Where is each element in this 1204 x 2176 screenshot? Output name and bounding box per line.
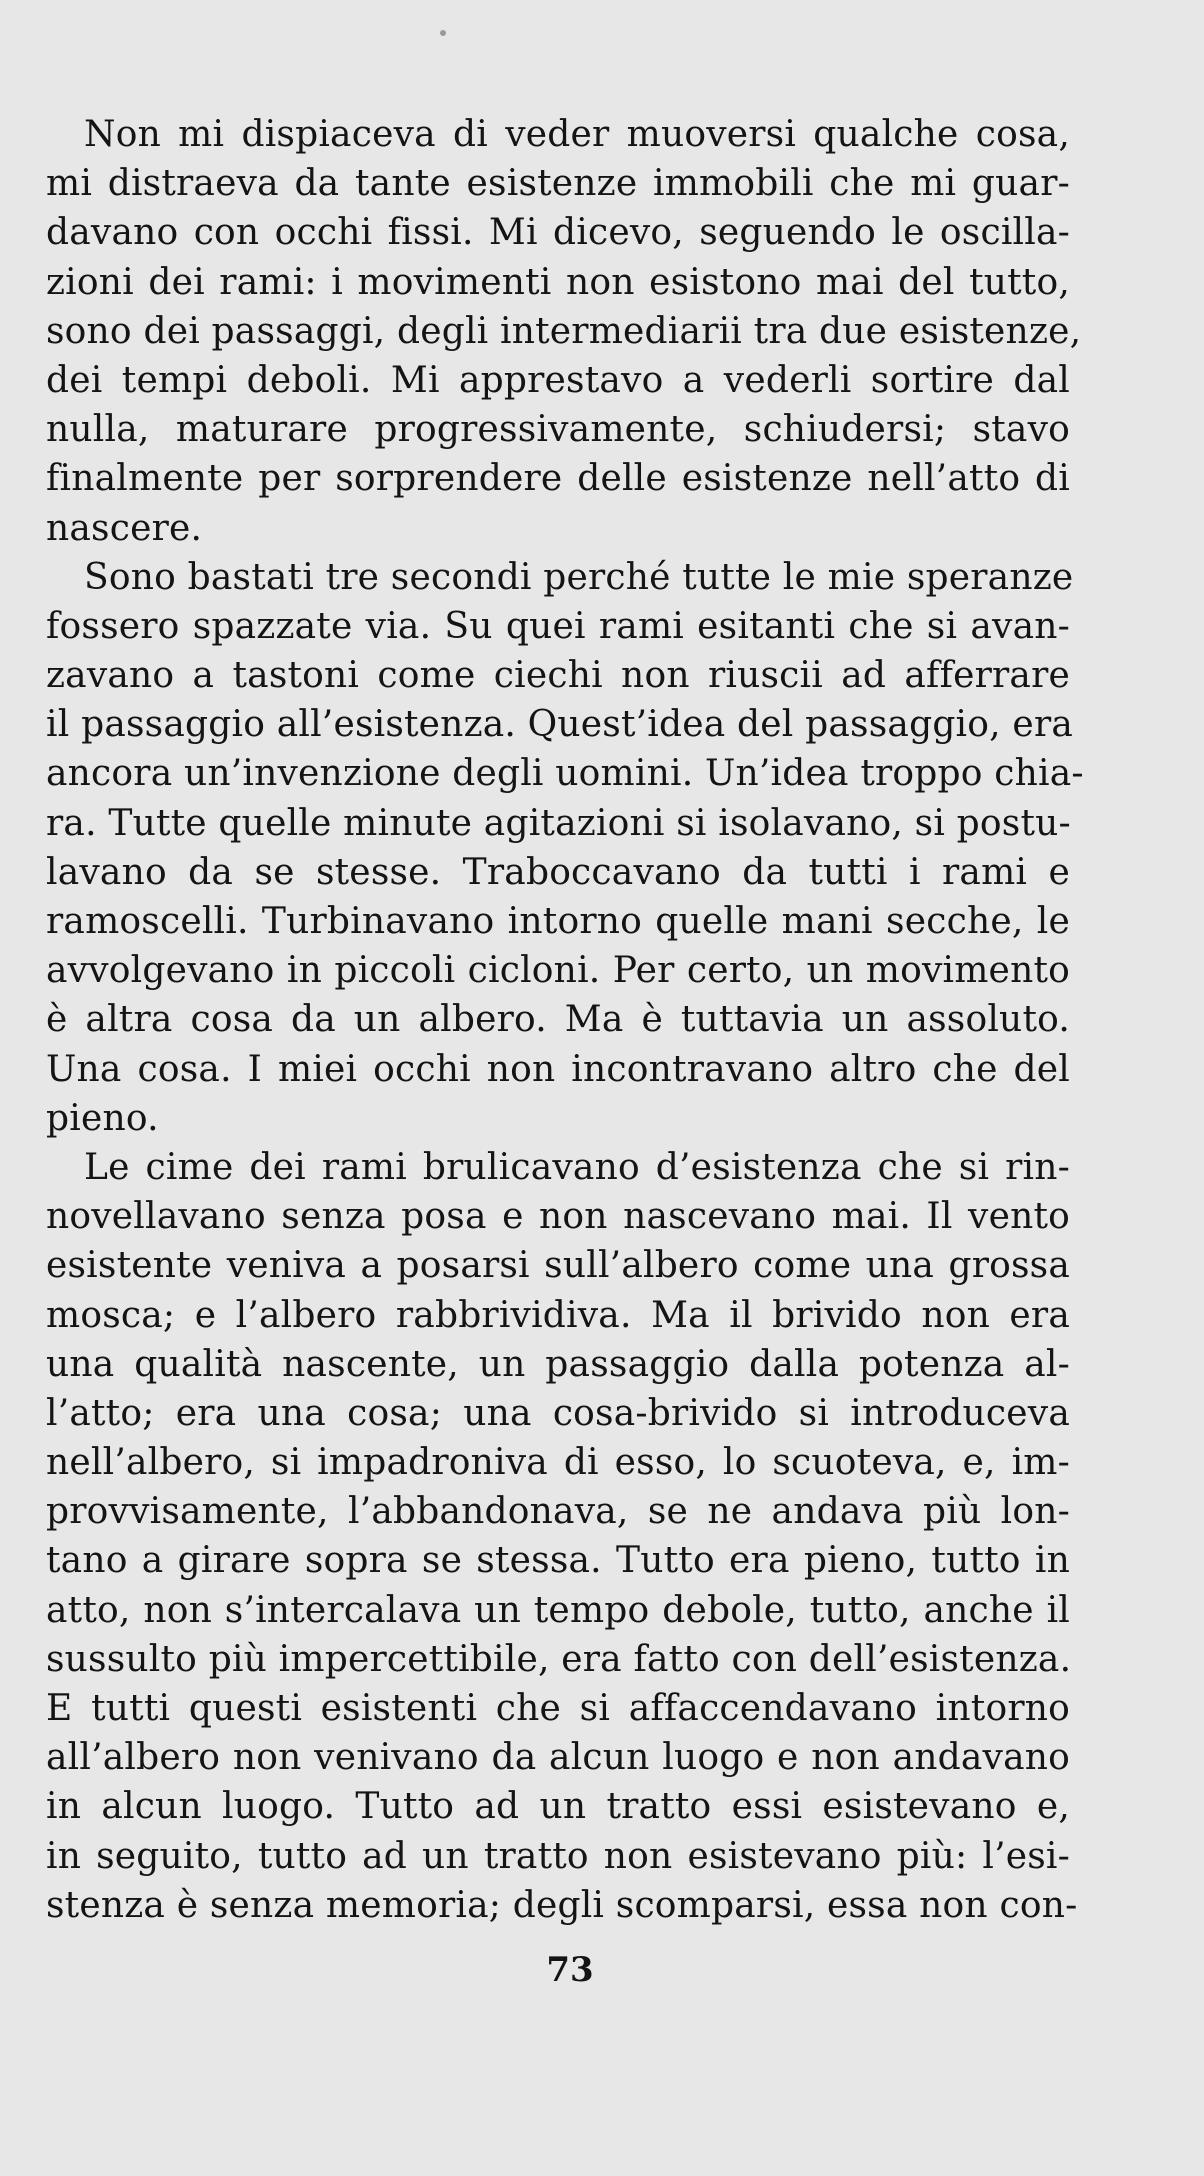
text-line: zioni dei rami: i movimenti non esistono mai del tutto, <box>46 261 1070 303</box>
text-line: provvisamente, l’abbandonava, se ne andava più lon- <box>46 1491 1070 1533</box>
text-line: ancora un’invenzione degli uomini. Un’idea troppo chia- <box>46 753 1084 795</box>
text-line: sono dei passaggi, degli intermediarii tra due esistenze, <box>46 310 1082 352</box>
text-line: E tutti questi esistenti che si affaccendavano intorno <box>46 1688 1070 1729</box>
text-line: zavano a tastoni come ciechi non riuscii ad afferrare <box>46 655 1070 697</box>
text-line: mi distraeva da tante esistenze immobili che mi guar- <box>46 163 1070 205</box>
page-number: 73 <box>546 1950 594 1990</box>
text-line: finalmente per sorprendere delle esistenze nell’atto di <box>46 458 1070 500</box>
text-line: ramoscelli. Turbinavano intorno quelle mani secche, le <box>46 901 1070 942</box>
text-line: esistente veniva a posarsi sull’albero come una grossa <box>46 1245 1070 1287</box>
text-line: pieno. <box>46 1097 159 1139</box>
text-line: il passaggio all’esistenza. Quest’idea del passaggio, era <box>46 704 1074 746</box>
text-line: fossero spazzate via. Su quei rami esitanti che si avan- <box>46 605 1070 647</box>
text-line: tano a girare sopra se stessa. Tutto era pieno, tutto in <box>46 1540 1070 1582</box>
text-line: atto, non s’intercalava un tempo debole, tutto, anche il <box>46 1589 1070 1631</box>
text-line: stenza è senza memoria; degli scomparsi, essa non con- <box>46 1884 1078 1926</box>
text-line: sussulto più impercettibile, era fatto con dell’esistenza. <box>46 1638 1072 1680</box>
text-line: ra. Tutte quelle minute agitazioni si isolavano, si postu- <box>46 802 1071 844</box>
text-line: in alcun luogo. Tutto ad un tratto essi esistevano e, <box>46 1786 1070 1828</box>
text-line: una qualità nascente, un passaggio dalla potenza al- <box>46 1343 1070 1385</box>
text-line: nulla, maturare progressivamente, schiudersi; stavo <box>46 409 1070 451</box>
text-line: davano con occhi fissi. Mi dicevo, seguendo le oscilla- <box>46 212 1070 254</box>
text-line: all’albero non venivano da alcun luogo e non andavano <box>46 1737 1070 1779</box>
text-line: Sono bastati tre secondi perché tutte le mie speranze <box>84 556 1074 598</box>
text-line: in seguito, tutto ad un tratto non esistevano più: l’esi- <box>46 1835 1070 1877</box>
text-line: novellavano senza posa e non nascevano mai. Il vento <box>46 1196 1070 1238</box>
text-line: nell’albero, si impadroniva di esso, lo scuoteva, e, im- <box>46 1442 1070 1484</box>
text-line: l’atto; era una cosa; una cosa-brivido si introduceva <box>46 1392 1070 1434</box>
paper-speck <box>440 30 446 36</box>
text-line: avvolgevano in piccoli cicloni. Per certo, un movimento <box>46 950 1070 992</box>
text-line: è altra cosa da un albero. Ma è tuttavia un assoluto. <box>46 999 1070 1041</box>
text-line: lavano da se stesse. Traboccavano da tutti i rami e <box>46 851 1070 893</box>
text-line: Non mi dispiaceva di veder muoversi qualche cosa, <box>84 114 1070 155</box>
text-line: Le cime dei rami brulicavano d’esistenza che si rin- <box>84 1146 1070 1188</box>
text-line: mosca; e l’albero rabbrividiva. Ma il brivido non era <box>46 1294 1070 1336</box>
text-line: nascere. <box>46 507 203 549</box>
text-line: Una cosa. I miei occhi non incontravano altro che del <box>46 1048 1070 1090</box>
page-text <box>46 110 1084 1930</box>
text-line: dei tempi deboli. Mi apprestavo a vederli sortire dal <box>46 359 1070 401</box>
